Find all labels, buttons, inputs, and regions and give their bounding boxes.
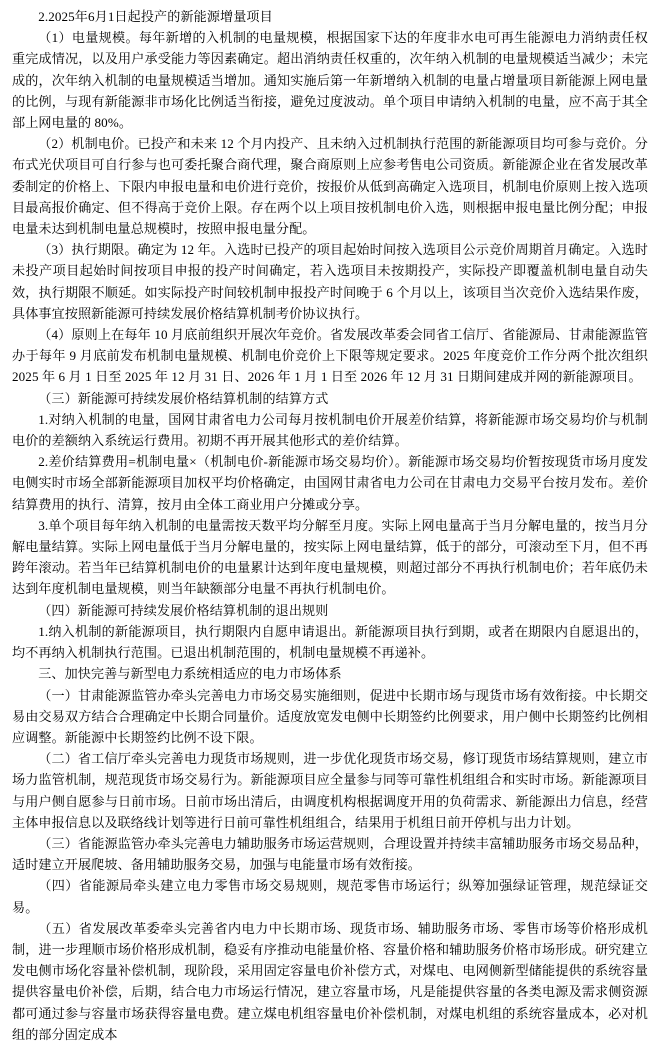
p-3-4-market: （四）省能源局牵头建立电力零售市场交易规则，规范零售市场运行；纵筹加强绿证管理，规范绿证交易。 — [12, 878, 648, 915]
p-2-mechanism-price: （2）机制电价。已投产和未来 12 个月内投产、且未纳入过机制执行范围的新能源项目均可参与竞价。分布式光伏项目可自行参与也可委托聚合商代理，聚合商原则上应参考售电公司资质。新能源企业在省发展改革委制定的价格上、下限内申报电量和电价进行竞价，按报价从低到高确定入选项目，机制电价原则上按入选项目最高报价确定、但不得高于竞价上限。存在两个以上项目按机制电价入选，则根据申报电量比例分配；申报电量未达到机制电量总规模时，按照申报电量分配。 — [12, 136, 648, 237]
p-3-2-formula: 2.差价结算费用=机制电量×（机制电价-新能源市场交易均价）。新能源市场交易均价暂按现货市场月度发电侧实时市场全部新能源项目加权平均价格确定，由国网甘肃省电力公司在甘肃电力交易平台按月发布。差价结算费用的执行、清算，按月由全体工商业用户分摊或分享。 — [12, 454, 648, 512]
p-section-4-exit: （四）新能源可持续发展价格结算机制的退出规则 — [38, 602, 329, 618]
p-4-annual-bidding: （4）原则上在每年 10 月底前组织开展次年竞价。省发展改革委会同省工信厅、省能源局、甘肃能源监管办于每年 9 月底前发布机制电量规模、机制电价竞价上下限等规定要求。2025 年度竞价工作分两个批次组织 2025 年 6 月 1 日至 2025 年 12 月 31 日、2026 年 1 月 1 日至 2026 年 12 月 31 日期间建成并网的新能源项目。 — [12, 327, 648, 385]
p-3-execution-period: （3）执行期限。确定为 12 年。入选时已投产的项目起始时间按入选项目公示竞价周期首月确定。入选时未投产项目起始时间按项目申报的投产时间确定，若入选项目未按期投产，实际投产即覆盖机制电量自动失效，执行期限不顺延。如实际投产时间较机制申报投产时间晚于 6 个月以上，该项目当次竞价入选结果作废，具体事宜按照新能源可持续发展价格结算机制考价协议执行。 — [12, 242, 648, 321]
p-item-2: 2.2025年6月1日起投产的新能源增量项目 — [38, 9, 273, 24]
p-section-3-heading: （三）新能源可持续发展价格结算机制的结算方式 — [38, 390, 329, 406]
p-1-capacity-scale: （1）电量规模。每年新增的入机制的电量规模，根据国家下达的年度非水电可再生能源电力消纳责任权重完成情况，以及用户承受能力等因素确定。超出消纳责任权重的，次年纳入机制的电量规模适当减少；未完成的，次年纳入机制的电量规模适当增加。通知实施后第一年新增纳入机制的电量占增量项目新能源上网电量的比例，与现有新能源非市场化比例适当衔接，避免过度波动。单个项目申请纳入机制的电量，应不高于其全部上网电量的 80%。 — [12, 30, 648, 131]
p-3-5-market: （五）省发展改革委牵头完善省内电力中长期市场、现货市场、辅助服务市场、零售市场等价格形成机制，进一步理顺市场价格形成机制，稳妥有序推动电能量价格、容量价格和辅助服务价格市场形成。研究建立发电侧市场化容量补偿机制，现阶段，采用固定容量电价补偿方式，对煤电、电网侧新型储能提供的系统容量提供容量电价补偿，后期，结合电力市场运行情况，建立容量市场，凡是能提供容量的各类电源及需求侧资源都可通过参与容量市场获得容量电费。建立煤电机组容量电价补偿机制，对煤电机组的系统容量成本，必对机组的部分固定成本 — [12, 920, 648, 1042]
p-part-3-heading: 三、加快完善与新型电力系统相适应的电力市场体系 — [38, 666, 342, 682]
p-4-exit-rules: 1.纳入机制的新能源项目，执行期限内自愿申请退出。新能源项目执行到期，或者在期限内自愿退出的，均不再纳入机制执行范围。已退出机制范围的，机制电量规模不再递补。 — [12, 623, 648, 661]
p-3-3-market: （三）省能源监管办牵头完善电力辅助服务市场运营规则，合理设置并持续丰富辅助服务市场交易品种，适时建立开展爬坡、备用辅助服务交易，加强与电能量市场有效衔接。 — [12, 835, 648, 873]
p-3-1-market: （一）甘肃能源监管办牵头完善电力市场交易实施细则，促进中长期市场与现货市场有效衔接。中长期交易由交易双方结合合理确定中长期合同量价。适度放宽发电侧中长期签约比例要求，用户侧中长期签约比例相应调整。新能源中长期签约比例不设下限。 — [12, 687, 648, 745]
p-3-1-settlement: 1.对纳入机制的电量，国网甘肃省电力公司每月按机制电价开展差价结算，将新能源市场交易均价与机制电价的差额纳入系统运行费用。初期不再开展其他形式的差价结算。 — [12, 411, 648, 449]
p-3-3-monthly: 3.单个项目每年纳入机制的电量需按天数平均分解至月度。实际上网电量高于当月分解电量的，按当月分解电量结算。实际上网电量低于当月分解电量的，按实际上网电量结算，低于的部分，可滚动至下月，但不再跨年滚动。若当年已结算机制电价的电量累计达到年度电量规模，则超过部分不再执行机制电价；若年底仍未达到年度机制电量规模，则当年缺额部分电量不再执行机制电价。 — [12, 517, 648, 597]
p-3-2-market: （二）省工信厅牵头完善电力现货市场规则，进一步优化现货市场交易，修订现货市场结算规则，建立市场力监管机制，规范现货市场交易行为。新能源项目应全量参与同等可靠性机组组合和实时市场。新能源项目与用户侧自愿参与日前市场。日前市场出清后，由调度机构根据调度开用的负荷需求、新能源出力信息，经营主体申报信息以及联络线计划等进行日前可靠性机组组合，结果用于机组日前开停机与出力计划。 — [12, 751, 648, 830]
